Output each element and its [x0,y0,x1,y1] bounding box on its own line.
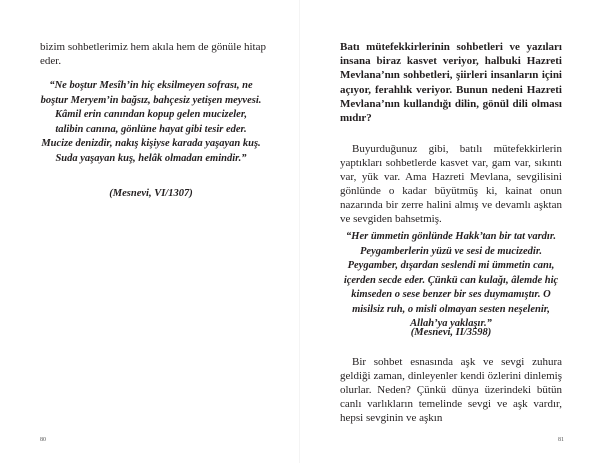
left-intro-paragraph: bizim sohbetlerimiz hem akıla hem de gönüle hitap eder. [40,41,266,67]
left-quote-citation: (Mesnevi, VI/1307) [109,188,193,199]
answer-paragraph-1: Buyurduğunuz gibi, batılı mütefekkirlerin yaptıkları sohbetlerde kasvet var, gam var, sıkıntı var, yük var. Ama Hazreti Mevlana, sevgilisini gönlünde o kadar büyütmüş ki, kainat onun nazarında bir zerre halini almış ve devamlı aşktan ve sevgiden bahsetmiş. [340,143,562,225]
right-quote: “Her ümmetin gönlünde Hakk’tan bir tat vardır. Peygamberlerin yüzü ve sesi de mucizedir. Peygamber, dışardan seslendi mi ümmetin canı, içerden secde eder. Çünkü can kulağı, âlemde hiç kimseden o sese benzer bir ses duymamıştır. O misilsiz ruh, o misli olmayan sesten neşelenir, Allah’ya yaklaşır.” [343,231,559,329]
answer-paragraph-2: Bir sohbet esnasında aşk ve sevgi zuhura geldiği zaman, dinleyenler kendi özlerini dinlemiş olurlar. Neden? Çünkü dünya üzerindeki bütün canlı varlıkların temelinde sevgi ve aşk vardır, hepsi sevginin ve aşkın [340,356,562,424]
right-quote-citation: (Mesnevi, II/3598) [410,327,492,338]
right-page [300,0,600,463]
interview-question: Batı mütefekkirlerinin sohbetleri ve yazıları insana biraz kasvet veriyor, halbuki Hazreti Mevlana’nın sohbetleri, şiirleri insanların içini açıyor, ferahlık veriyor. Bunun nedeni Hazreti Mevlana’nın kullandığı dilin, gönül dili olması mıdır? [340,41,562,125]
left-page-number: 80 [40,437,46,443]
right-page-number: 81 [558,437,564,443]
left-quote: “Ne boştur Mesîh’in hiç eksilmeyen sofrası, ne boştur Meryem’in bağsız, bahçesiz yetişen meyvesi. Kâmil erin canından kopup gelen mucizeler, talibin canına, gönlüne hayat gibi tesir eder. Mucize denizdir, nakış kişiyse karada yaşayan kuş. Suda yaşayan kuş, helâk olmadan emindir.” [40,80,262,164]
